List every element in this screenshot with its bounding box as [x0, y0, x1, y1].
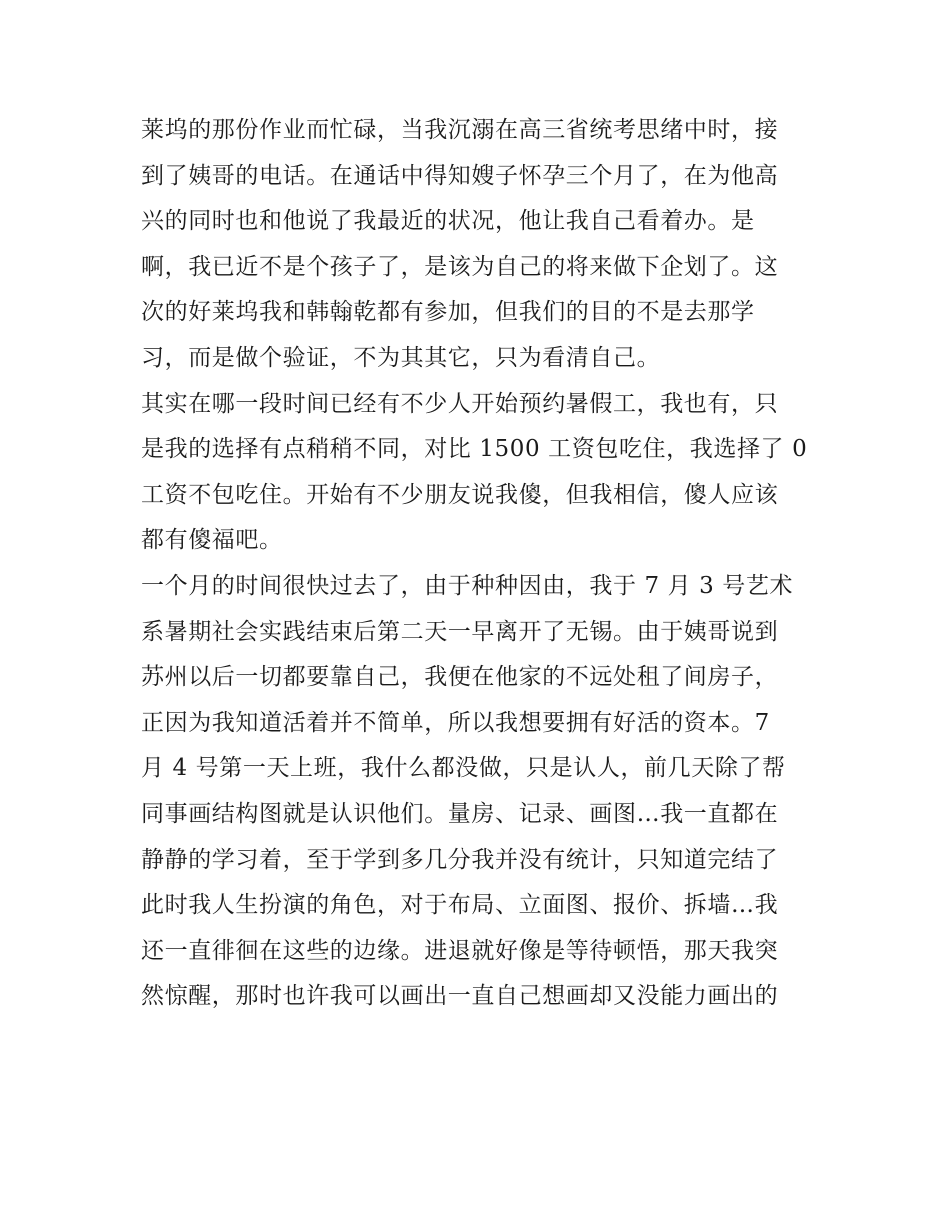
text-line: 一个月的时间很快过去了，由于种种因由，我于 7 月 3 号艺术: [141, 572, 794, 599]
text-line: 还一直徘徊在这些的边缘。进退就好像是等待顿悟，那天我突: [141, 937, 779, 964]
text-line: 兴的同时也和他说了我最近的状况，他让我自己看着办。是: [141, 208, 755, 235]
text-line: 然惊醒，那时也许我可以画出一直自己想画却又没能力画出的: [141, 983, 779, 1010]
text-line: 正因为我知道活着并不简单，所以我想要拥有好活的资本。7: [141, 709, 770, 736]
text-line: 都有傻福吧。: [141, 527, 283, 554]
body-text: [141, 108, 813, 1020]
text-line: 同事画结构图就是认识他们。量房、记录、画图…我一直都在: [141, 800, 779, 827]
text-line: 苏州以后一切都要靠自己，我便在他家的不远处租了间房子，: [141, 664, 779, 691]
text-line: 次的好莱坞我和韩翰乾都有参加，但我们的目的不是去那学: [141, 299, 755, 326]
text-line: 是我的选择有点稍稍不同，对比 1500 工资包吃住，我选择了 0: [141, 436, 808, 463]
text-line: 习，而是做个验证，不为其其它，只为看清自己。: [141, 344, 661, 371]
text-line: 莱坞的那份作业而忙碌，当我沉溺在高三省统考思绪中时，接: [141, 117, 779, 143]
text-line: 工资不包吃住。开始有不少朋友说我傻，但我相信，傻人应该: [141, 481, 779, 508]
text-line: 其实在哪一段时间已经有不少人开始预约暑假工，我也有，只: [141, 390, 779, 417]
text-line: 到了姨哥的电话。在通话中得知嫂子怀孕三个月了，在为他高: [141, 162, 779, 189]
text-line: 系暑期社会实践结束后第二天一早离开了无锡。由于姨哥说到: [141, 618, 779, 645]
text-line: 啊，我已近不是个孩子了，是该为自己的将来做下企划了。这: [141, 253, 779, 280]
text-line: 此时我人生扮演的角色，对于布局、立面图、报价、拆墙…我: [141, 892, 779, 919]
text-line: 月 4 号第一天上班，我什么都没做，只是认人，前几天除了帮: [141, 755, 786, 782]
text-line: 静静的学习着，至于学到多几分我并没有统计，只知道完结了: [141, 846, 779, 873]
